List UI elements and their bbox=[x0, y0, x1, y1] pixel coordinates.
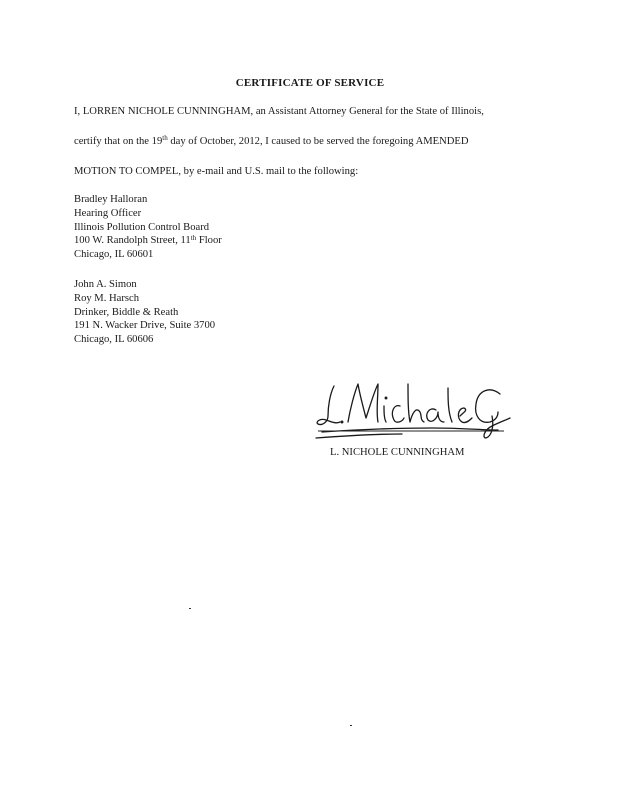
recipient-city: Chicago, IL 60601 bbox=[74, 249, 154, 261]
certification-line-2-start: certify that on the 19 bbox=[74, 136, 163, 147]
recipient-address-2 bbox=[74, 278, 215, 347]
certification-line-2 bbox=[74, 136, 469, 147]
scan-speck bbox=[189, 608, 191, 609]
recipient-name-1: John A. Simon bbox=[74, 279, 137, 290]
recipient-address-1 bbox=[74, 193, 222, 262]
signature-line bbox=[318, 428, 508, 434]
certification-line-1: I, LORREN NICHOLE CUNNINGHAM, an Assistant Attorney General for the State of Illinois, bbox=[74, 106, 484, 117]
signer-name: L. NICHOLE CUNNINGHAM bbox=[330, 447, 465, 458]
scan-speck bbox=[350, 725, 352, 726]
certification-line-2-end: day of October, 2012, I caused to be served the foregoing AMENDED bbox=[167, 136, 469, 147]
recipient-city: Chicago, IL 60606 bbox=[74, 334, 154, 346]
recipient-street: 191 N. Wacker Drive, Suite 3700 bbox=[74, 320, 216, 332]
recipient-firm: Drinker, Biddle & Reath bbox=[74, 306, 179, 318]
recipient-title: Hearing Officer bbox=[74, 207, 142, 219]
document-title: CERTIFICATE OF SERVICE bbox=[235, 77, 385, 89]
street-start: 100 W. Randolph Street, 11 bbox=[74, 235, 191, 247]
street-end: Floor bbox=[196, 235, 222, 247]
recipient-street bbox=[74, 234, 222, 248]
floor-ordinal-suffix: th bbox=[190, 234, 197, 243]
recipient-name: Bradley Halloran bbox=[74, 194, 148, 205]
recipient-name-2: Roy M. Harsch bbox=[74, 292, 140, 304]
ordinal-suffix: th bbox=[162, 134, 168, 142]
certification-line-3: MOTION TO COMPEL, by e-mail and U.S. mail to the following: bbox=[74, 166, 359, 177]
recipient-organization: Illinois Pollution Control Board bbox=[74, 221, 210, 233]
